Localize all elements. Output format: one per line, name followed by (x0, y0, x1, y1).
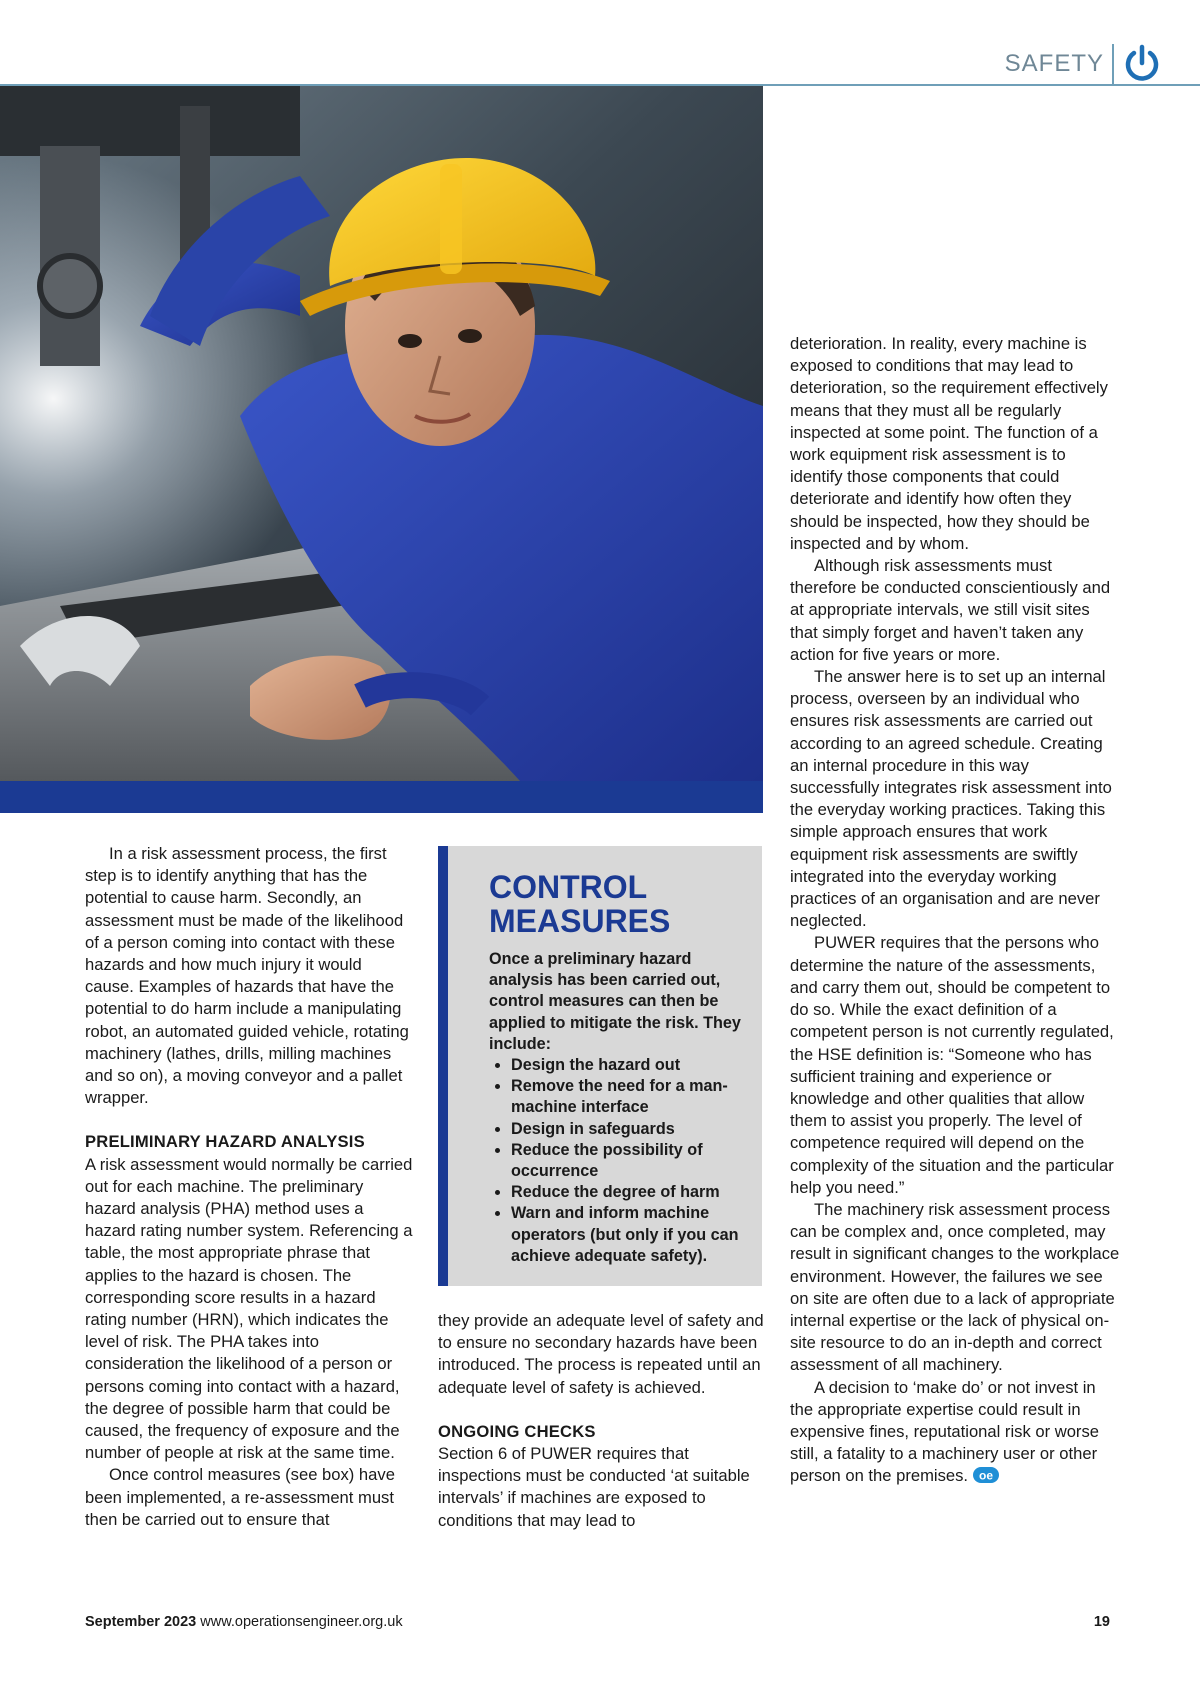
paragraph: they provide an adequate level of safety and to ensure no secondary hazards have been introduced. The process is repeated until an adequate level of safety is achieved. (438, 1311, 764, 1397)
list-item: • Remove the need for a man-machine interface (511, 1076, 749, 1118)
paragraph: Although risk assessments must therefore be conducted conscientiously and at appropriate intervals, we still visit sites that simply forget and haven’t taken any action for five years or more. (790, 556, 1111, 664)
issue-date: September 2023 (85, 1614, 197, 1630)
paragraph: In a risk assessment process, the first step is to identify anything that has the potential to cause harm. Secondly, an assessment must be made of the likelihood of a person coming into contact with these hazards and how much injury it would cause. Examples of hazards that have the potential to do harm include a manipulating robot, an automated guided vehicle, rotating machinery (lathes, drills, milling machines and so on), a moving conveyor and a pallet wrapper. (85, 844, 409, 1108)
box-title: CONTROL MEASURES (489, 869, 671, 939)
power-icon (1122, 44, 1162, 84)
photo-worker-hard-hat (0, 86, 763, 781)
article-column-1 (85, 843, 415, 1531)
subheading-ongoing-checks: ONGOING CHECKS (438, 1421, 596, 1441)
paragraph: The answer here is to set up an internal process, overseen by an individual who ensures risk assessments are carried out according to an agreed schedule. Creating an internal procedure in this way successfully integrates risk assessment into the everyday working practices. Taking this simple approach ensures that work equipment risk assessments are swiftly integrated into the everyday working practices of an organisation and are never neglected. (790, 667, 1112, 931)
page-header (0, 0, 1200, 86)
article-column-3 (790, 333, 1120, 1488)
box-accent-bar (438, 846, 448, 1286)
website-url: www.operationsengineer.org.uk (200, 1614, 403, 1630)
control-measures-box (438, 846, 762, 1286)
box-intro: Once a preliminary hazard analysis has been carried out, control measures can then be applied to mitigate the risk. They include: (489, 950, 741, 1053)
control-measures-list (489, 1055, 749, 1267)
paragraph: deterioration. In reality, every machine is exposed to conditions that may lead to deterioration, so the requirement effectively means that they must all be regularly inspected at some point. The function of a work equipment risk assessment is to identify those components that could deteriorate and identify how often they should be inspected, how they should be inspected and by whom. (790, 334, 1108, 553)
oe-end-mark-text: oe (978, 1468, 993, 1483)
list-item: • Reduce the possibility of occurrence (511, 1140, 749, 1182)
paragraph: Once control measures (see box) have been implemented, a re-assessment must then be carried out to ensure that (85, 1465, 395, 1529)
article-column-2 (438, 1310, 768, 1532)
paragraph-final (790, 1377, 1120, 1488)
photo-caption-band (0, 781, 763, 813)
oe-end-mark-icon (973, 1467, 999, 1483)
paragraph: Section 6 of PUWER requires that inspections must be conducted ‘at suitable intervals’ if machines are exposed to conditions that may lead to (438, 1444, 750, 1530)
paragraph: PUWER requires that the persons who determine the nature of the assessments, and carry them out, should be competent to do so. While the exact definition of a competent person is not currently regulated, the HSE definition is: “Someone who has sufficient training and experience or knowledge and other qualities that allow them to assist you properly. The level of competence required will depend on the complexity of the situation and the particular help you need.” (790, 933, 1114, 1197)
list-item: • Reduce the degree of harm (511, 1182, 749, 1203)
list-item: • Design the hazard out (511, 1055, 749, 1076)
header-divider (1112, 44, 1114, 84)
photo-illustration (0, 86, 763, 781)
final-text: A decision to ‘make do’ or not invest in the appropriate expertise could result in expensive fines, reputational risk or worse still, a fatality to a machinery user or other person on the premises. (790, 1377, 1099, 1486)
list-item: • Design in safeguards (511, 1119, 749, 1140)
page-number: 19 (1093, 1614, 1110, 1630)
subheading-preliminary-hazard-analysis: PRELIMINARY HAZARD ANALYSIS (85, 1132, 365, 1152)
page-footer (85, 1614, 1110, 1630)
paragraph: A risk assessment would normally be carried out for each machine. The preliminary hazard analysis (PHA) method uses a hazard rating number system. Referencing a table, the most appropriate phrase that applies to the hazard is chosen. The corresponding score results in a hazard rating number (HRN), which indicates the level of risk. The PHA takes into consideration the likelihood of a person or persons coming into contact with a hazard, the degree of possible harm that could be caused, the frequency of exposure and the number of people at risk at the same time. (85, 1154, 413, 1463)
section-label: SAFETY (1004, 50, 1104, 77)
list-item: • Warn and inform machine operators (but only if you can achieve adequate safety). (511, 1203, 749, 1267)
paragraph: The machinery risk assessment process can be complex and, once completed, may result in significant changes to the workplace environment. However, the failures we see on site are often due to a lack of appropriate internal expertise or the lack of physical on-site resource to do an in-depth and correct assessment of all machinery. (790, 1199, 1120, 1375)
box-body (489, 949, 749, 1267)
